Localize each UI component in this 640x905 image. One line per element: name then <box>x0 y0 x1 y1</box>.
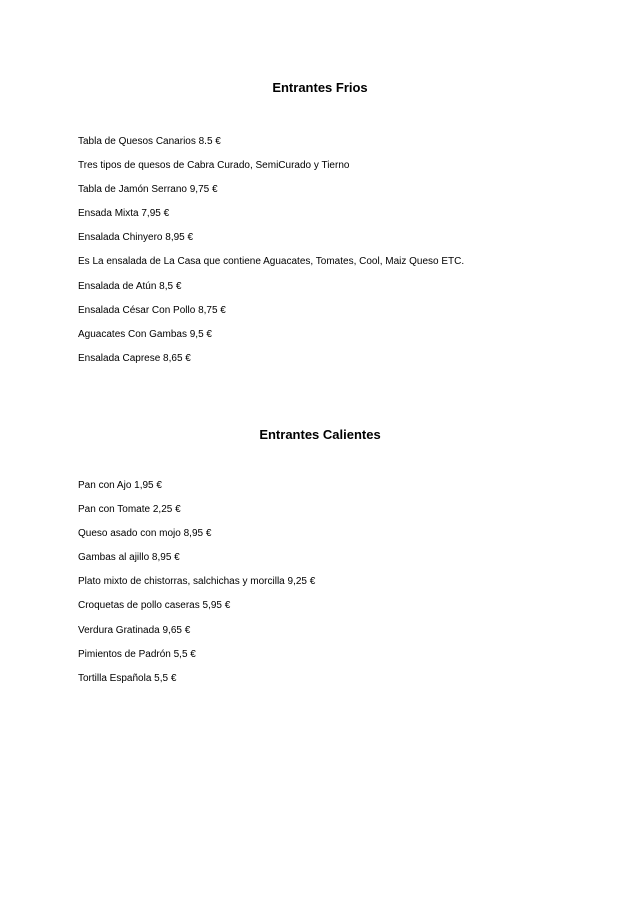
menu-item-description: Tres tipos de quesos de Cabra Curado, SemiCurado y Tierno <box>78 160 350 172</box>
menu-item: Croquetas de pollo caseras 5,95 € <box>78 600 231 612</box>
menu-item: Tabla de Jamón Serrano 9,75 € <box>78 184 218 196</box>
menu-item: Pimientos de Padrón 5,5 € <box>78 648 196 660</box>
menu-item: Pan con Ajo 1,95 € <box>78 480 162 491</box>
menu-item-description: Es La ensalada de La Casa que contiene Aguacates, Tomates, Cool, Maiz Queso ETC. <box>78 256 465 268</box>
menu-item: Ensada Mixta 7,95 € <box>78 208 170 220</box>
menu-item: Ensalada Caprese 8,65 € <box>78 352 191 364</box>
menu-item: Verdura Gratinada 9,65 € <box>78 624 191 636</box>
section-title-entrantes-calientes: Entrantes Calientes <box>259 427 381 442</box>
menu-item: Ensalada César Con Pollo 8,75 € <box>78 304 226 316</box>
menu-item: Gambas al ajillo 8,95 € <box>78 552 180 564</box>
menu-item: Queso asado con mojo 8,95 € <box>78 528 212 540</box>
menu-item: Aguacates Con Gambas 9,5 € <box>78 328 212 340</box>
menu-item: Plato mixto de chistorras, salchichas y morcilla 9,25 € <box>78 576 316 588</box>
menu-item: Ensalada de Atún 8,5 € <box>78 280 182 292</box>
entrantes-calientes-list <box>78 479 315 696</box>
menu-item: Tortilla Española 5,5 € <box>78 672 177 684</box>
menu-item: Tabla de Quesos Canarios 8.5 € <box>78 136 221 147</box>
entrantes-frios-list <box>78 135 464 376</box>
menu-item: Ensalada Chinyero 8,95 € <box>78 232 194 244</box>
section-title-entrantes-frios: Entrantes Frios <box>272 80 368 95</box>
menu-item: Pan con Tomate 2,25 € <box>78 504 181 516</box>
